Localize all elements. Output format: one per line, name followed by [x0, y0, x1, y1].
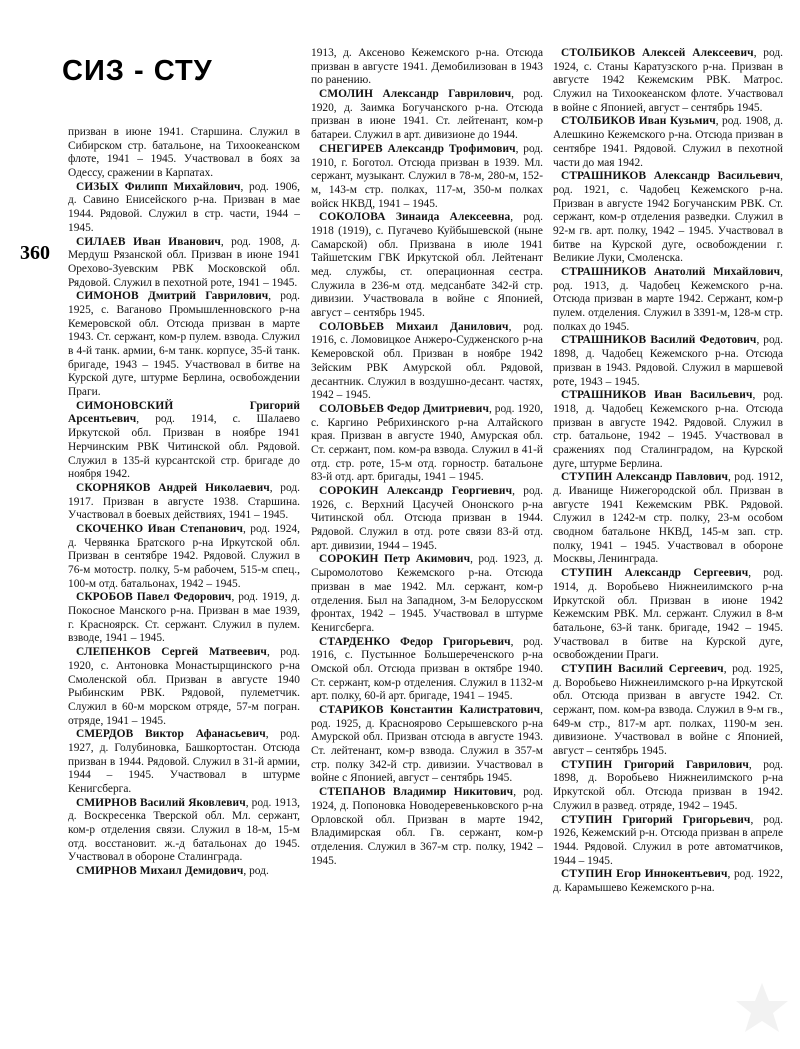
entry: [553, 567, 783, 663]
text-column-1: [68, 126, 300, 879]
entry-name: СМИРНОВ Василий Яковлевич: [76, 796, 246, 809]
entry-text: , род. 1920, с. Антоновка Монастырщинского р-на Смоленской обл. Призван в августе 1940 Рыбинским РВК. Рядовой, пулеметчик. Служил в 60-м морском отряде, 57-м погран. отряде, 1941 – 1945.: [68, 646, 300, 727]
entry-text: 1913, д. Аксеново Кежемского р-на. Отсюда призван в августе 1941. Демобилизован в 1943 по ранению.: [311, 47, 543, 87]
entry-name: СКОРНЯКОВ Андрей Николаевич: [76, 481, 270, 494]
entry-text: , род. 1925, д. Красноярово Серышевского р-на Амурской обл. Призван отсюда в августе 1943. Ст. лейтенант, ком-р взвода. Служил в 357-м стр. полку 342-й стр. дивизии. Участвовал в войне с Японией, август – сентябрь 1945.: [311, 704, 543, 785]
entry: [553, 814, 783, 869]
entry-text: , род. 1927, д. Голубиновка, Башкортостан. Отсюда призван в 1944. Рядовой. Служил в 31-й армии, 1944 – 1945. Участвовал в штурме Кенигсберга.: [68, 728, 300, 795]
entry: [553, 663, 783, 759]
entry-name: СТУПИН Александр Сергеевич: [561, 567, 749, 580]
entry-name: СКОЧЕНКО Иван Степанович: [76, 522, 243, 535]
entry-text: , род. 1914, с. Шалаево Иркутской обл. Призван в ноябре 1941 Нерчинским РВК Читинской обл. Рядовой. Служил в 135-й курсантской стр. бригаде до ноября 1942.: [68, 413, 300, 481]
entry-name: СТУПИН Василий Сергеевич: [561, 662, 724, 675]
entry-text: , род. 1913, д. Чадобец Кежемского р-на. Отсюда призван в марте 1942. Сержант, ком-р пулем. отделения. Служил в 3391-м, 128-м стр. полках до 1945.: [553, 266, 783, 333]
entry: [553, 868, 783, 895]
entry-name: СОРОКИН Петр Акимович: [319, 553, 471, 566]
entry-name: СИМОНОВСКИЙ Григорий Арсентьевич: [68, 399, 300, 426]
entry: [68, 523, 300, 591]
entry-text: , род. 1898, д. Воробьево Нижнеилимского р-на Иркутской обл. Отсюда призван в 1942. Служил в развед. отряде, 1942 – 1945.: [553, 758, 783, 812]
entry: [311, 553, 543, 635]
text-column-3: [553, 47, 783, 896]
entry: [553, 759, 783, 814]
entry-text: , род. 1916, с. Ломовицкое Анжеро-Судженского р-на Кемеровской обл. Призван в ноябре 1942 Зейским РВК Амурской обл. Рядовой, десантник. Служил в воздушно-десант. частях, 1942 – 1945.: [311, 320, 543, 402]
entry-name: СНЕГИРЕВ Александр Трофимович: [319, 142, 516, 155]
entry: [553, 334, 783, 389]
entry-name: СИЗЫХ Филипп Михайлович: [76, 180, 241, 193]
entry: [68, 865, 300, 879]
entry-text: , род. 1898, д. Чадобец Кежемского р-на. Отсюда призван в 1943. Рядовой. Служил в маршевой роте, 1943 – 1945.: [553, 334, 783, 388]
entry-text: , род. 1921, с. Чадобец Кежемского р-на. Призван в августе 1942 Богучанским РВК. Ст. сержант, ком-р отделения разведки. Служил в 92-м гв. арт. полку, 1942 – 1945. Участвовал в битве на Курской дуге, освобождении г. Великие Луки, Смоленска.: [553, 170, 783, 265]
entry: [68, 482, 300, 523]
entry-name: СМЕРДОВ Виктор Афанасьевич: [76, 728, 266, 741]
entry: [68, 181, 300, 236]
entry-name: СМОЛИН Александр Гаврилович: [319, 88, 512, 101]
entry-name: СТОЛБИКОВ Иван Кузьмич: [561, 115, 716, 128]
entry-text: , род. 1923, д. Сыромолотово Кежемского р-на. Отсюда призван в мае 1942. Мл. сержант, ком-р отделения. Был на Западном, 3-м Белорусском фронтах, 1942 – 1945. Участвовал в штурме Кенигсберга.: [311, 553, 544, 634]
entry-text: , род. 1926, Кежемский р-н. Отсюда призван в апреле 1944. Рядовой. Служил в роте автоматчиков, 1944 – 1945.: [553, 813, 783, 867]
entry-text: , род. 1914, д. Воробьево Нижнеилимского р-на Иркутской обл. Призван в июне 1942 Кежемским РВК. Мл. сержант. Служил в 8-м батальоне, 63-й танк. бригаде, 1942 – 1945. Участвовал в битве на Курской дуге, освобождении Праги.: [553, 567, 783, 662]
entry-name: СТУПИН Григорий Григорьевич: [561, 813, 751, 826]
entry-name: СТРАШНИКОВ Иван Васильевич: [561, 389, 753, 402]
entry-name: СТРАШНИКОВ Василий Федотович: [561, 334, 757, 347]
entry: [553, 389, 783, 471]
entry: [311, 143, 543, 211]
entry: [311, 636, 543, 704]
entry: [311, 321, 543, 403]
entry: [553, 115, 783, 170]
entry-name: СОЛОВЬЕВ Федор Дмитриевич: [319, 402, 489, 415]
entry: [311, 786, 543, 868]
star-watermark-icon: [732, 979, 792, 1039]
entry-text: , род. 1908, д. Алешкино Кежемского р-на. Отсюда призван в сентябре 1941. Рядовой. Служил в пехотной части до мая 1942.: [553, 115, 783, 169]
entry-text: , род. 1916, с. Пустынное Большереченского р-на Омской обл. Отсюда призван в октябре 1940. Ст. сержант, ком-р отделения. Служил в 1132-м арт. полку, 60-й арт. бригаде, 1941 – 1945.: [311, 635, 543, 703]
entry: [68, 591, 300, 646]
entry-text: , род. 1925, с. Ваганово Промышленновского р-на Кемеровской обл. Отсюда призван в марте 1943. Ст. сержант, ком-р пулем. взвода. Служил в 4-й танк. армии, 6-м танк. корпусе, 35-й танк. бригаде, 1943 – 1945. Участвовал в битве на Курской дуге, штурме Берлина, освобождении Праги.: [68, 290, 300, 399]
entry-text: , род. 1926, с. Верхний Цасучей Ононского р-на Читинской обл. Отсюда призван в 1944. Рядовой. Служил в отд. роте связи 83-й отд. арт. дивизии, 1944 – 1945.: [311, 485, 543, 552]
entry: [311, 47, 543, 88]
entry-name: СЛЕПЕНКОВ Сергей Матвеевич: [76, 646, 267, 659]
entry: [68, 728, 300, 796]
entry-text: , род. 1918, д. Чадобец Кежемского р-на. Отсюда призван в августе 1942. Рядовой. Служил в стр. батальоне, 1942 – 1945. Участвовал в сражениях под Сталинградом, на Курской дуге, штурме Берлина.: [553, 389, 783, 470]
entry: [68, 290, 300, 400]
entry-text: , род. 1917. Призван в августе 1938. Старшина. Участвовал в боевых действиях, 1941 – 1945.: [68, 481, 300, 522]
entry: [311, 211, 543, 321]
entry-name: СИЛАЕВ Иван Иванович: [76, 235, 221, 248]
entry: [553, 47, 783, 115]
entry-name: СТОЛБИКОВ Алексей Алексеевич: [561, 47, 754, 59]
entry-name: СОЛОВЬЕВ Михаил Данилович: [319, 320, 509, 333]
entry: [68, 126, 300, 181]
entry-name: СТУПИН Александр Павлович: [561, 471, 729, 484]
page-number: 360: [20, 242, 50, 264]
entry-name: СТАРИКОВ Константин Калистратович: [319, 704, 541, 716]
entry-text: , род. 1918 (1919), с. Пугачево Куйбышевской (ныне Самарской) обл. Призвана в июле 1941 Тайшетским ГВК Иркутской обл. Лейтенант мед. службы, ст. операционная сестра. Служила в 236-м отд. медсанбате 342-й стр. дивизии. Участвовала в войне с Японией, август – сентябрь 1945.: [311, 211, 543, 320]
entry-text: призван в июне 1941. Старшина. Служил в Сибирском стр. батальоне, на Тихоокеанском флоте, 1941 – 1945. Участвовал в боях за Одессу, сражении в Карпатах.: [68, 126, 300, 180]
entry: [311, 704, 543, 786]
entry-text: , род. 1919, д. Покосное Манского р-на. Призван в мае 1939, г. Красноярск. Ст. сержант. Служил в пулем. взводе, 1941 – 1945.: [68, 591, 300, 645]
entry-name: СТУПИН Егор Иннокентьевич: [561, 868, 728, 881]
entry: [311, 403, 543, 485]
entry-text: , род. 1922, д. Карамышево Кежемского р-на.: [553, 868, 783, 894]
entry-text: , род. 1920, д. Заимка Богучанского р-на. Отсюда призван в июне 1941. Ст. лейтенант, ком-р батареи. Служил в арт. дивизионе до 1944.: [311, 88, 543, 142]
entry-name: СКРОБОВ Павел Федорович: [76, 591, 232, 604]
entry-text: , род. 1906, д. Савино Енисейского р-на. Призван в мае 1944. Рядовой. Служил в стр. части, 1944 – 1945.: [68, 180, 300, 234]
entry-text: , род. 1925, д. Воробьево Нижнеилимского р-на Иркутской обл. Отсюда призван в августе 1942. Ст. сержант, пом. ком-ра взвода. Служил в 9-м гв., 649-м стр., 817-м арт. полках, 1190-м зен. дивизионе. Участвовал в войне с Японией, август – сентябрь 1945.: [553, 662, 783, 758]
entry-name: СОРОКИН Александр Георгиевич: [319, 485, 513, 497]
entry-name: СТУПИН Григорий Гаврилович: [561, 758, 749, 771]
text-column-2: [311, 47, 543, 868]
page-header-title: СИЗ - СТУ: [62, 55, 213, 87]
entry-text: , род.: [243, 865, 269, 878]
entry: [68, 400, 300, 482]
entry: [311, 88, 543, 143]
entry-text: , род. 1924, д. Попоновка Новодеревеньковского р-на Орловской обл. Призван в марте 1942, Владимирская обл. Гв. сержант, ком-р отделения. Служил в 367-м стр. полку, 1942 – 1945.: [311, 786, 543, 867]
entry: [68, 797, 300, 865]
entry: [553, 471, 783, 567]
entry-text: , род. 1912, д. Иванище Нижегородской обл. Призван в августе 1941 Кежемским РВК. Рядовой. Служил в 1242-м стр. полку, 23-м особом сводном батальоне НКВД, 145-м зап. стр. полку, 1941 – 1945. Участвовал в обороне Москвы, Ленинграда.: [553, 471, 783, 566]
entry-text: , род. 1913, д. Воскресенка Тверской обл. Мл. сержант, ком-р отделения связи. Служил в 18-м, 15-м отд. восстановит. ж.-д батальонах до 1945. Участвовал в обороне Сталинграда.: [68, 796, 300, 864]
entry-name: СТРАШНИКОВ Анатолий Михайлович: [561, 266, 781, 278]
entry: [311, 485, 543, 553]
entry: [553, 266, 783, 334]
entry-text: , род. 1920, с. Каргино Ребрихинского р-на Алтайского края. Призван в августе 1940, Амурская обл. Ст. сержант, пом. ком-ра взвода. Служил в 41-й отд. стр. роте, 15-м отд. горностр. батальоне 83-й отд. арт. бригады, 1941 – 1945.: [311, 402, 543, 484]
entry-name: СИМОНОВ Дмитрий Гаврилович: [76, 290, 269, 303]
entry-name: СТАРДЕНКО Федор Григорьевич: [319, 635, 511, 648]
entry: [553, 170, 783, 266]
entry-text: , род. 1910, г. Боготол. Отсюда призван в 1939. Мл. сержант, музыкант. Служил в 78-м, 280-м, 152-м, 143-м стр. полках, 117-м, 350-м полках войск НКВД, 1941 – 1945.: [311, 142, 543, 210]
entry-name: СМИРНОВ Михаил Демидович: [76, 865, 244, 878]
entry-text: , род. 1908, д. Мердуш Рязанской обл. Призван в июне 1941 Орехово-Зуевским РВК Московской обл. Рядовой. Служил в пехотной роте, 1941 – 1945.: [68, 235, 300, 289]
entry: [68, 646, 300, 728]
entry-name: СТЕПАНОВ Владимир Никитович: [319, 786, 514, 799]
entry-text: , род. 1924, с. Станы Каратузского р-на. Призван в августе 1942 Кежемским РВК. Матрос. Служил на Тихоокеанском флоте. Участвовал в войне с Японией, август – сентябрь 1945.: [553, 47, 783, 114]
entry-name: СТРАШНИКОВ Александр Васильевич: [561, 170, 781, 183]
entry: [68, 236, 300, 291]
entry-name: СОКОЛОВА Зинаида Алексеевна: [319, 211, 511, 224]
entry-text: , род. 1924, д. Червянка Братского р-на Иркутской обл. Призван в сентябре 1942. Рядовой. Служил в 76-м мотостр. полку, 5-м рабочем, 515-м спец., 100-м отд. батальонах, 1942 – 1945.: [68, 522, 300, 590]
